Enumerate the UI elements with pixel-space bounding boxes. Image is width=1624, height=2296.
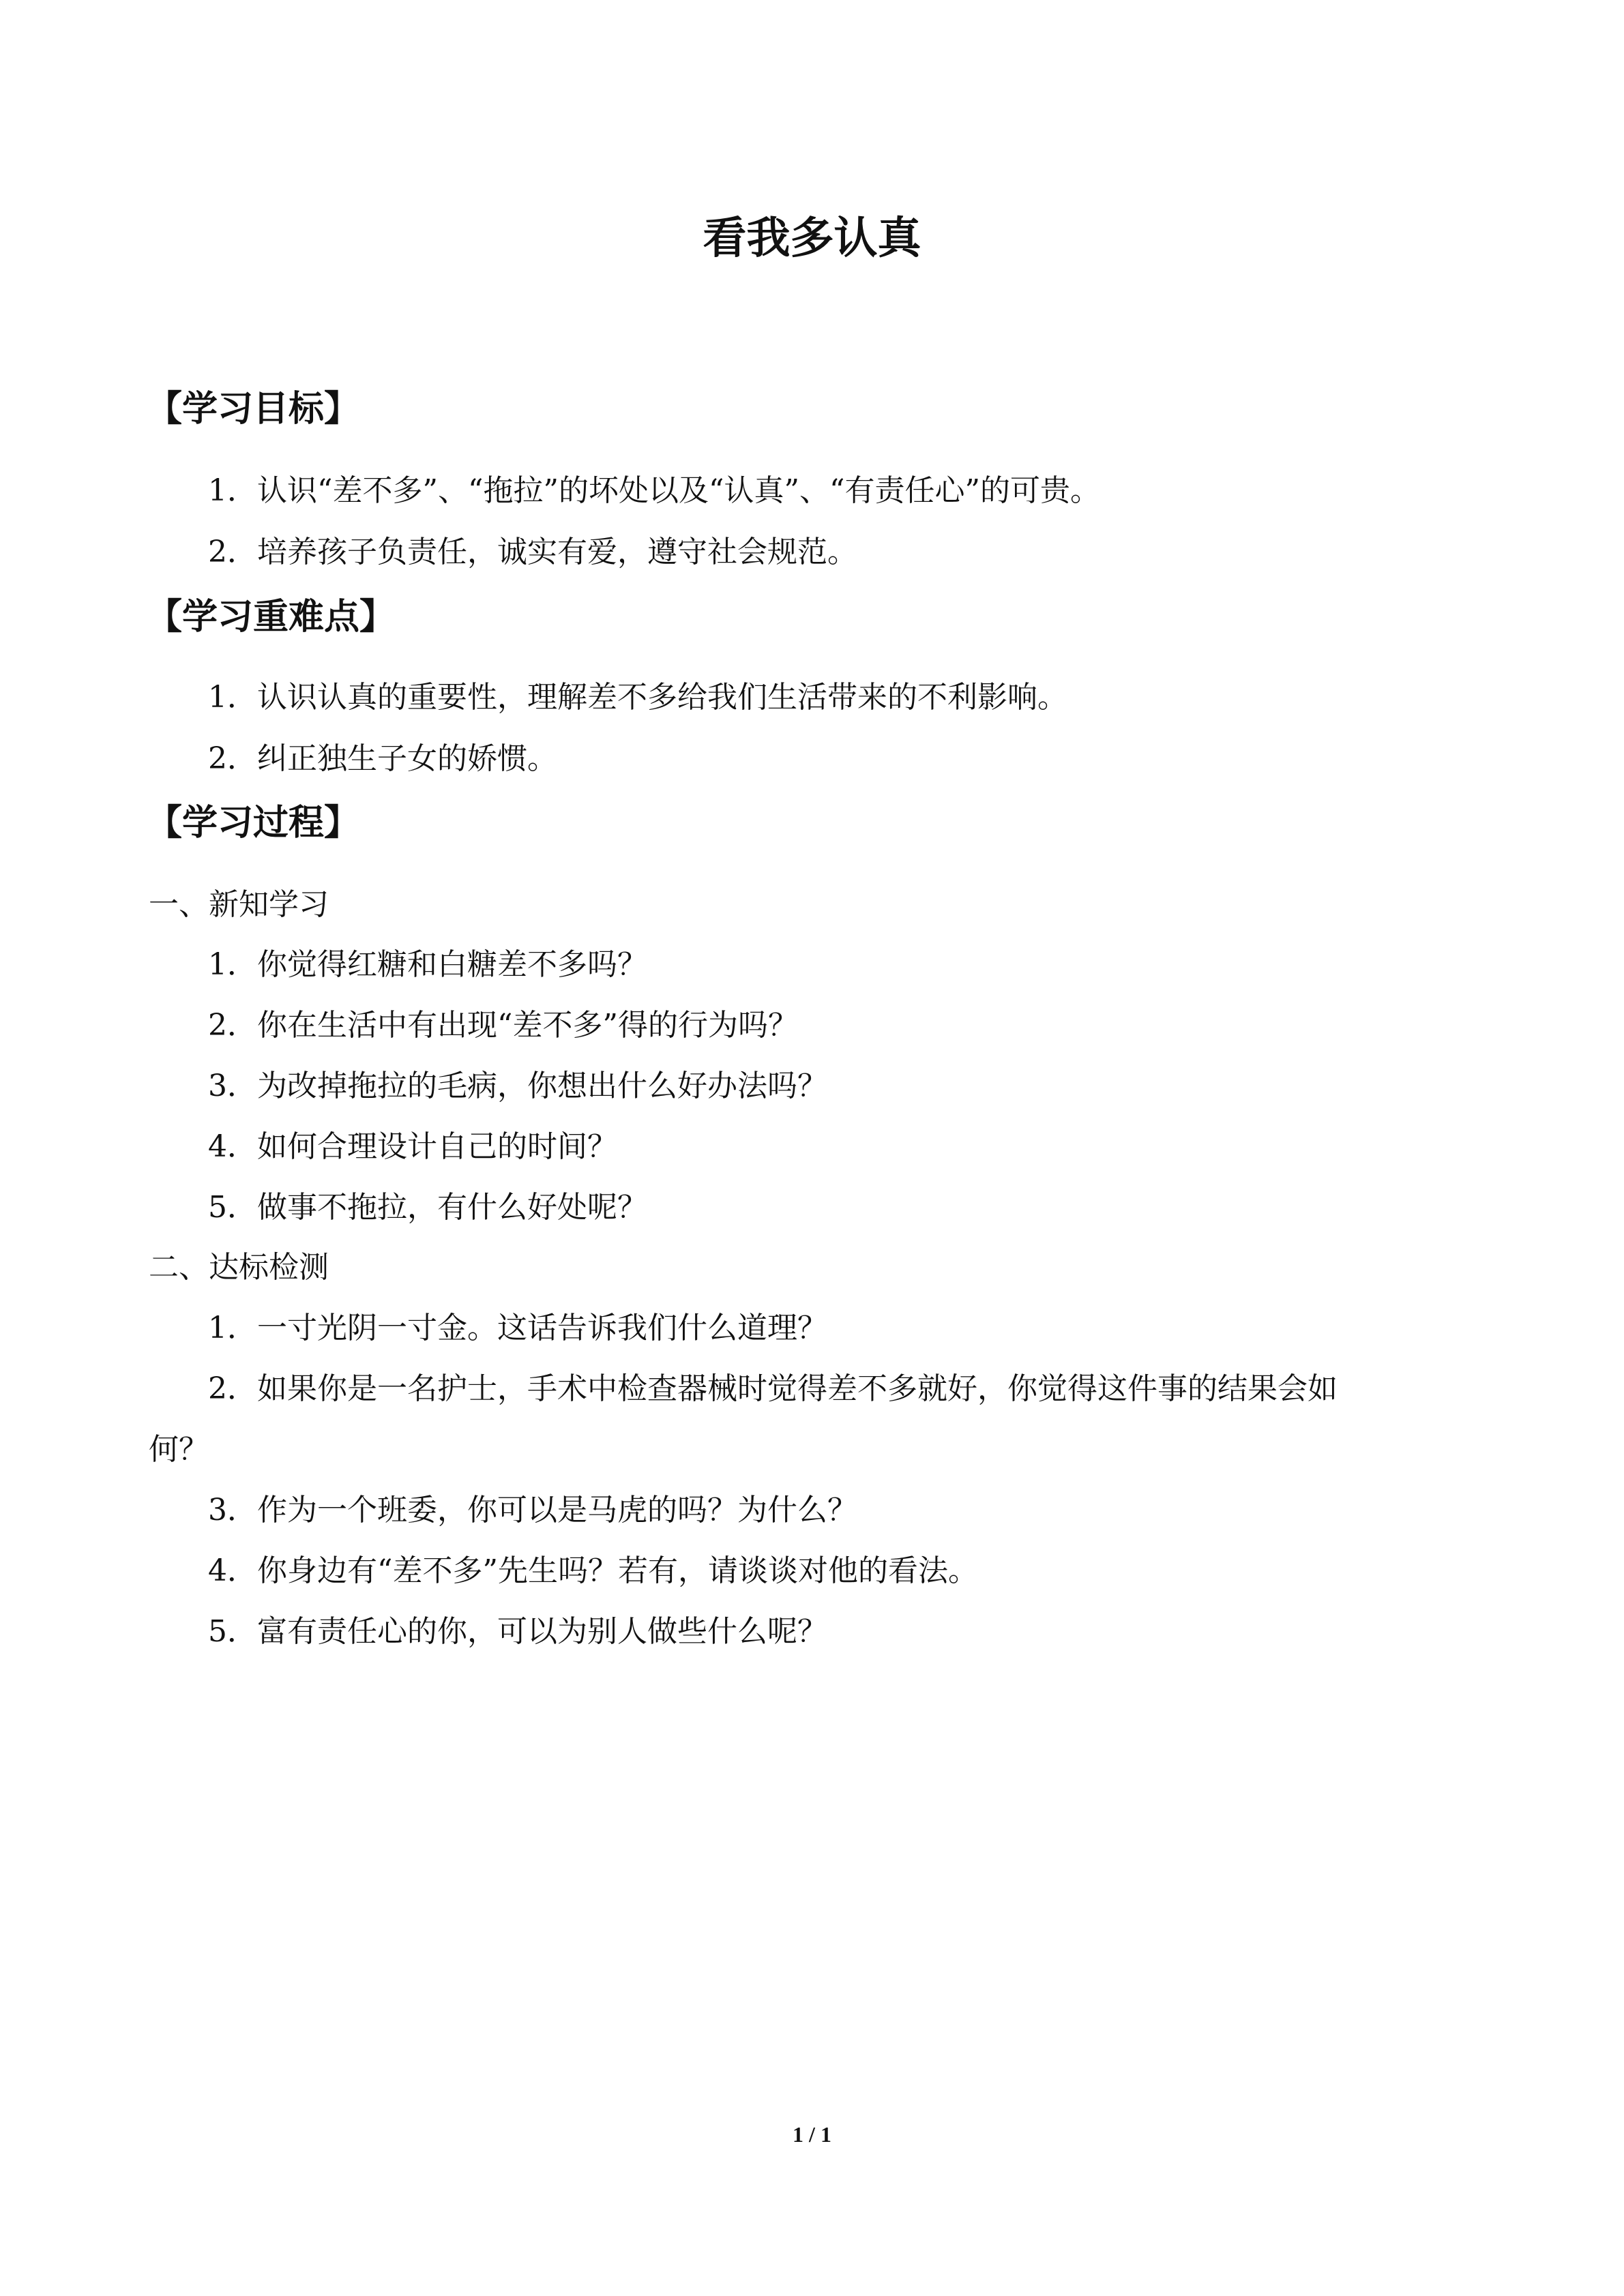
section-heading-process: 【学习过程】	[147, 803, 360, 844]
section-heading-keypoints: 【学习重难点】	[147, 597, 396, 638]
new-knowledge-item-5: 5．做事不拖拉，有什么好处呢？	[208, 1190, 647, 1225]
assessment-item-3: 3．作为一个班委，你可以是马虎的吗？为什么？	[208, 1493, 857, 1527]
assessment-item-5: 5．富有责任心的你，可以为别人做些什么呢？	[208, 1614, 827, 1649]
part-label-assessment: 二、达标检测	[149, 1250, 329, 1285]
goal-item-2: 2．培养孩子负责任，诚实有爱，遵守社会规范。	[208, 535, 857, 569]
assessment-item-2: 2．如果你是一名护士，手术中检查器械时觉得差不多就好，你觉得这件事的结果会如	[208, 1371, 1338, 1406]
new-knowledge-item-3: 3．为改掉拖拉的毛病，你想出什么好办法吗？	[208, 1069, 827, 1103]
goal-item-1: 1．认识“差不多”、“拖拉”的坏处以及“认真”、“有责任心”的可贵。	[208, 473, 1100, 508]
assessment-item-4: 4．你身边有“差不多”先生吗？若有，请谈谈对他的看法。	[208, 1553, 978, 1588]
new-knowledge-item-2: 2．你在生活中有出现“差不多”得的行为吗？	[208, 1008, 798, 1043]
assessment-item-2-continued: 何？	[149, 1432, 209, 1467]
new-knowledge-item-1: 1．你觉得红糖和白糖差不多吗？	[208, 947, 647, 982]
keypoint-item-2: 2．纠正独生子女的娇惯。	[208, 741, 557, 776]
page-number: 1 / 1	[793, 2122, 831, 2147]
section-heading-goals: 【学习目标】	[147, 389, 360, 430]
new-knowledge-item-4: 4．如何合理设计自己的时间？	[208, 1129, 617, 1164]
assessment-item-1: 1．一寸光阴一寸金。这话告诉我们什么道理？	[208, 1311, 827, 1345]
keypoint-item-1: 1．认识认真的重要性，理解差不多给我们生活带来的不利影响。	[208, 680, 1067, 715]
part-label-new-knowledge: 一、新知学习	[149, 887, 329, 922]
document-title: 看我多认真	[703, 213, 921, 264]
